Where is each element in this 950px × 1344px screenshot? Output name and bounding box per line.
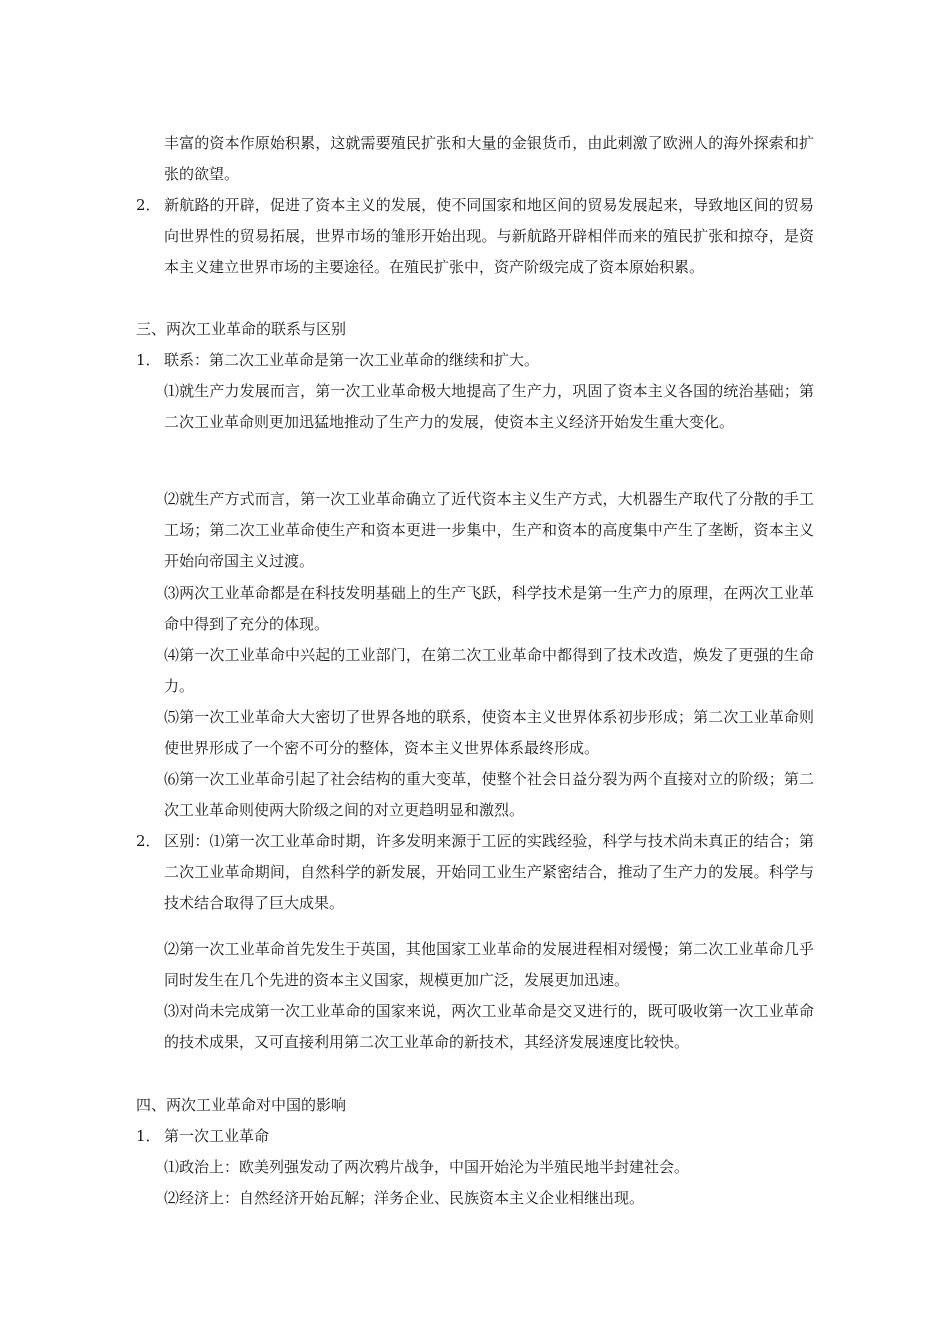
section-heading-3: 三、两次工业革命的联系与区别 — [136, 320, 347, 338]
difference-sub-item-2: ⑵第一次工业革命首先发生于英国，其他国家工业革命的发展进程相对缓慢；第二次工业革命几乎同时发生在几个先进的资本主义国家，规模更加广泛，发展更加迅速。 — [164, 940, 814, 989]
item-number: 2． — [136, 832, 161, 850]
numbered-paragraph-2-difference: 2． 区别：⑴第一次工业革命时期，许多发明来源于工匠的实践经验，科学与技术尚未真正的结合；第二次工业革命期间，自然科学的新发展，开始同工业生产紧密结合，推动了生产力的发展。科学与技术结合取得了巨大成果。 — [164, 826, 814, 919]
item-number: 1． — [136, 1127, 161, 1145]
numbered-paragraph-1-connection: 1． 联系：第二次工业革命是第一次工业革命的继续和扩大。 — [164, 345, 814, 376]
sub-item-5: ⑸第一次工业革命大大密切了世界各地的联系，使资本主义世界体系初步形成；第二次工业革命则使世界形成了一个密不可分的整体，资本主义世界体系最终形成。 — [164, 708, 814, 757]
difference-sub-item-3: ⑶对尚未完成第一次工业革命的国家来说，两次工业革命是交叉进行的，既可吸收第一次工业革命的技术成果，又可直接利用第二次工业革命的新技术，其经济发展速度比较快。 — [164, 1002, 814, 1051]
item-number: 1． — [136, 351, 161, 369]
sub-item-1: ⑴就生产力发展而言，第一次工业革命极大地提高了生产力，巩固了资本主义各国的统治基础；第二次工业革命则更加迅猛地推动了生产力的发展，使资本主义经济开始发生重大变化。 — [164, 382, 814, 431]
item-number: 2． — [136, 196, 161, 214]
section-heading-4: 四、两次工业革命对中国的影响 — [136, 1096, 347, 1114]
numbered-paragraph-1-first-revolution: 1． 第一次工业革命 — [164, 1121, 814, 1152]
sub-item-4: ⑷第一次工业革命中兴起的工业部门，在第二次工业革命中都得到了技术改造，焕发了更强的生命力。 — [164, 646, 814, 695]
numbered-paragraph-2-new-routes: 2． 新航路的开辟，促进了资本主义的发展，使不同国家和地区间的贸易发展起来，导致地区间的贸易向世界性的贸易拓展，世界市场的雏形开始出现。与新航路开辟相伴而来的殖民扩张和掠夺，是资本主义建立世界市场的主要途径。在殖民扩张中，资产阶级完成了资本原始积累。 — [164, 190, 814, 283]
impact-sub-item-1: ⑴政治上：欧美列强发动了两次鸦片战争，中国开始沦为半殖民地半封建社会。 — [164, 1158, 690, 1176]
impact-sub-item-2: ⑵经济上：自然经济开始瓦解；洋务企业、民族资本主义企业相继出现。 — [164, 1189, 645, 1207]
sub-item-3: ⑶两次工业革命都是在科技发明基础上的生产飞跃，科学技术是第一生产力的原理，在两次工业革命中得到了充分的体现。 — [164, 584, 814, 633]
sub-item-6: ⑹第一次工业革命引起了社会结构的重大变革，使整个社会日益分裂为两个直接对立的阶级；第二次工业革命则使两大阶级之间的对立更趋明显和激烈。 — [164, 770, 814, 819]
paragraph-continuation: 丰富的资本作原始积累，这就需要殖民扩张和大量的金银货币，由此刺激了欧洲人的海外探索和扩张的欲望。 — [164, 134, 814, 183]
sub-item-2: ⑵就生产方式而言，第一次工业革命确立了近代资本主义生产方式，大机器生产取代了分散的手工工场；第二次工业革命使生产和资本更进一步集中，生产和资本的高度集中产生了垄断，资本主义开始向帝国主义过渡。 — [164, 490, 814, 570]
